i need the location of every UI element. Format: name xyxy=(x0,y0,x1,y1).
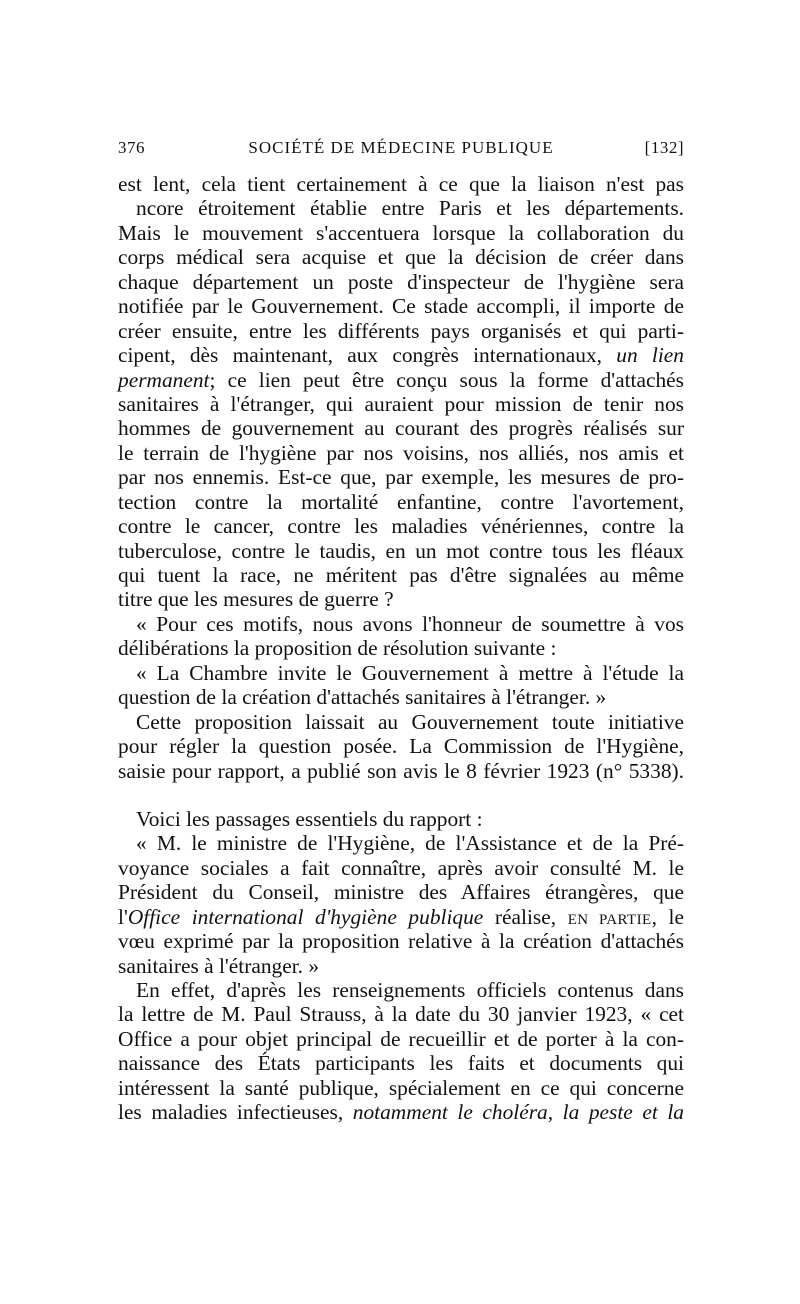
italic-phrase: notamment le choléra xyxy=(352,1100,548,1125)
text-line: délibérations la proposition de résolution suivante : xyxy=(118,636,557,661)
text-line: chaque département un poste d'inspecteur de l'hygiène sera xyxy=(118,269,684,294)
text-line: est lent, cela tient certainement à ce que la liaison n'est pas xyxy=(118,172,684,196)
italic-phrase: un lien xyxy=(616,343,684,368)
text-line: voyance sociales a fait connaître, après avoir consulté M. le xyxy=(118,855,684,880)
text-line: tection contre la mortalité enfantine, contre l'avortement, xyxy=(118,489,684,514)
text-line: Président du Conseil, ministre des Affaires étrangères, que xyxy=(118,880,684,905)
text-line: permanent; ce lien peut être conçu sous la forme d'attachés xyxy=(118,367,684,392)
text-line: tuberculose, contre le taudis, en un mot contre tous les fléaux xyxy=(118,538,684,563)
text-line: notifiée par le Gouvernement. Ce stade accompli, il importe de xyxy=(118,294,684,319)
text-line: ncore étroitement établie entre Paris et les départements. xyxy=(136,196,684,221)
text-line: le terrain de l'hygiène par nos voisins, nos alliés, nos amis et xyxy=(118,440,684,465)
text-line: sanitaires à l'étranger, qui auraient pour mission de tenir nos xyxy=(118,391,684,416)
text-line: intéressent la santé publique, spécialement en ce qui concerne xyxy=(118,1075,684,1100)
text-line: contre le cancer, contre les maladies vénériennes, contre la xyxy=(118,514,684,539)
text-line: l'Office international d'hygiène publique réalise, EN PARTIE, le xyxy=(118,904,684,929)
text-line: « La Chambre invite le Gouvernement à mettre à l'étude la xyxy=(136,660,684,685)
text-line: pour régler la question posée. La Commission de l'Hygiène, xyxy=(118,734,684,759)
text-line: Office a pour objet principal de recueillir et de porter à la con- xyxy=(118,1026,684,1051)
text-line: Cette proposition laissait au Gouvernement toute initiative xyxy=(136,709,684,734)
text-line: corps médical sera acquise et que la décision de créer dans xyxy=(118,245,684,270)
text-line: vœu exprimé par la proposition relative à la création d'attachés xyxy=(118,929,684,954)
text-line: « Pour ces motifs, nous avons l'honneur de soumettre à vos xyxy=(136,611,684,636)
italic-phrase: la peste et la xyxy=(562,1100,684,1125)
running-header xyxy=(118,138,684,166)
running-title: SOCIÉTÉ DE MÉDECINE PUBLIQUE xyxy=(248,138,554,157)
text-line: Mais le mouvement s'accentuera lorsque la collaboration du xyxy=(118,220,684,245)
text-line: la lettre de M. Paul Strauss, à la date du 30 janvier 1923, « cet xyxy=(118,1002,684,1027)
text-line: « M. le ministre de l'Hygiène, de l'Assistance et de la Pré- xyxy=(136,831,684,856)
italic-phrase: Office international d'hygiène publique xyxy=(127,904,484,929)
text-line: En effet, d'après les renseignements officiels contenus dans xyxy=(136,978,684,1002)
small-caps-phrase: EN PARTIE xyxy=(567,911,652,928)
text-line: Voici les passages essentiels du rapport : xyxy=(136,806,483,831)
text-line: cipent, dès maintenant, aux congrès internationaux, un lien xyxy=(118,343,684,368)
italic-phrase: permanent xyxy=(118,367,210,392)
text-line: par nos ennemis. Est-ce que, par exemple, les mesures de pro- xyxy=(118,465,684,490)
text-line: titre que les mesures de guerre ? xyxy=(118,587,394,612)
text-line: hommes de gouvernement au courant des progrès réalisés sur xyxy=(118,416,684,441)
text-line: les maladies infectieuses, notamment le choléra, la peste et la xyxy=(118,1100,684,1125)
page-number: 376 xyxy=(118,138,145,157)
text-line: qui tuent la race, ne méritent pas d'être signalées au même xyxy=(118,563,684,587)
text-line: question de la création d'attachés sanitaires à l'étranger. » xyxy=(118,685,607,710)
paragraph-gap xyxy=(118,783,684,807)
text-line: sanitaires à l'étranger. » xyxy=(118,953,320,978)
text-line: naissance des États participants les faits et documents qui xyxy=(118,1051,684,1076)
body-text xyxy=(118,172,684,1125)
text-line: créer ensuite, entre les différents pays organisés et qui parti- xyxy=(118,318,684,343)
text-line: saisie pour rapport, a publié son avis le 8 février 1923 (n° 5338). xyxy=(118,758,684,783)
page-reference: [132] xyxy=(644,138,684,157)
